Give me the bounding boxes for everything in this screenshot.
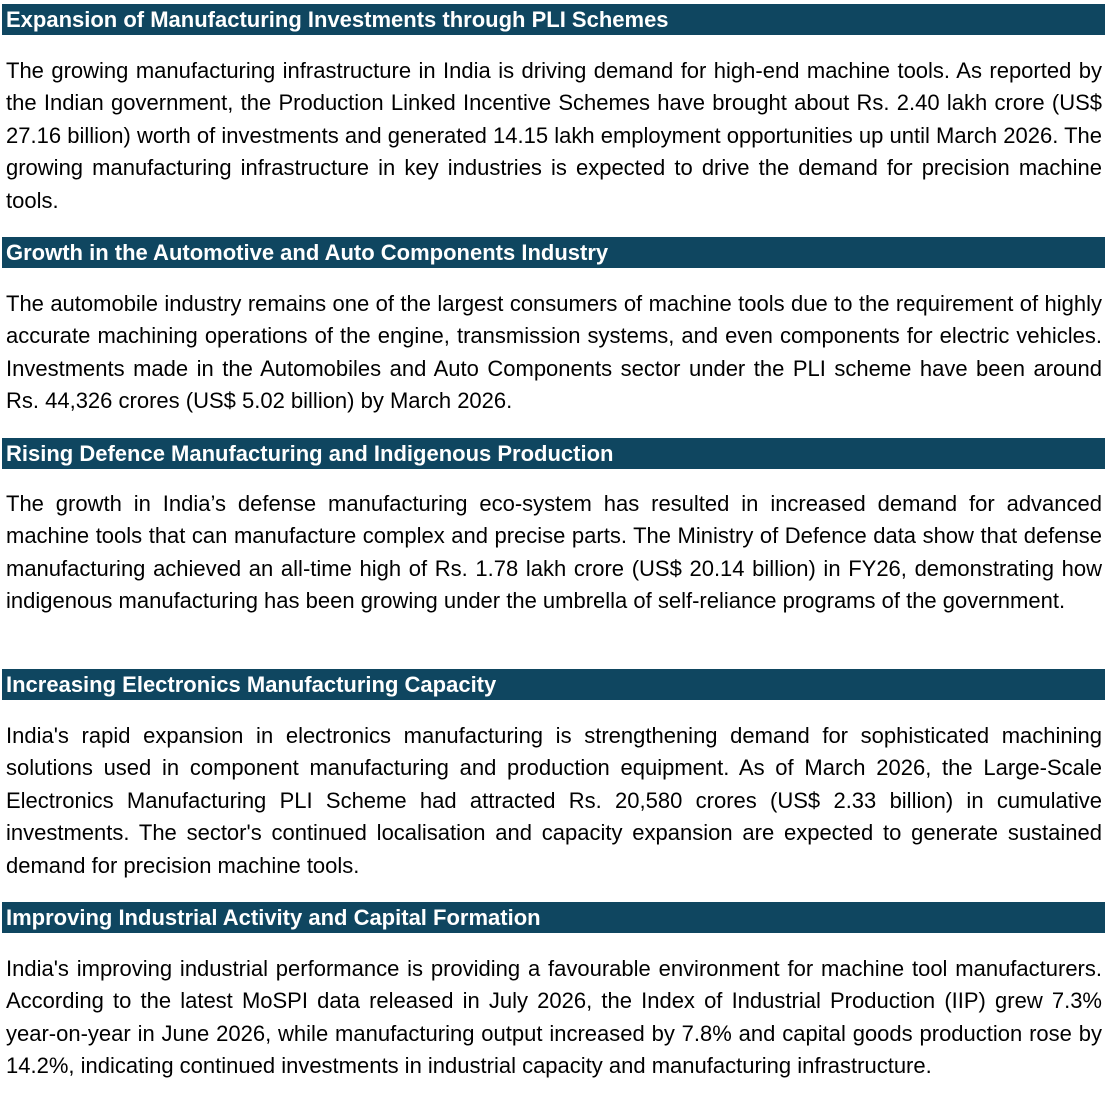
section-body-automotive: The automobile industry remains one of the largest consumers of machine tools due to the requirement of highly accurate machining operations of the engine, transmission systems, and even components for electric vehicles. Investments made in the Automobiles and Auto Components sector under the PLI scheme have been around Rs. 44,326 crores (US$ 5.02 billion) by March 2026.	[6, 291, 1102, 414]
section-heading-automotive: Growth in the Automotive and Auto Components Industry	[2, 237, 1105, 268]
section-body-industrial-activity: India's improving industrial performance is providing a favourable environment for machine tool manufacturers. According to the latest MoSPI data released in July 2026, the Index of Industrial Production (IIP) grew 7.3% year-on-year in June 2026, while manufacturing output increased by 7.8% and capital goods production rose by 14.2%, indicating continued investments in industrial capacity and manufacturing infrastructure.	[6, 956, 1102, 1079]
section-heading-industrial-activity: Improving Industrial Activity and Capital Formation	[2, 902, 1105, 933]
section-body-electronics: India's rapid expansion in electronics manufacturing is strengthening demand for sophisticated machining solutions used in component manufacturing and production equipment. As of March 2026, the Large-Scale Electronics Manufacturing PLI Scheme had attracted Rs. 20,580 crores (US$ 2.33 billion) in cumulative investments. The sector's continued localisation and capacity expansion are expected to generate sustained demand for precision machine tools.	[6, 723, 1102, 878]
section-heading-pli-schemes: Expansion of Manufacturing Investments through PLI Schemes	[2, 4, 1105, 35]
section-body-defence: The growth in India’s defense manufacturing eco-system has resulted in increased demand for advanced machine tools that can manufacture complex and precise parts. The Ministry of Defence data show that defense manufacturing achieved an all-time high of Rs. 1.78 lakh crore (US$ 20.14 billion) in FY26, demonstrating how indigenous manufacturing has been growing under the umbrella of self-reliance programs of the government.	[6, 491, 1102, 614]
section-body-pli-schemes: The growing manufacturing infrastructure in India is driving demand for high-end machine tools. As reported by the Indian government, the Production Linked Incentive Schemes have brought about Rs. 2.40 lakh crore (US$ 27.16 billion) worth of investments and generated 14.15 lakh employment opportunities up until March 2026. The growing manufacturing infrastructure in key industries is expected to drive the demand for precision machine tools.	[6, 58, 1102, 213]
section-heading-defence: Rising Defence Manufacturing and Indigenous Production	[2, 438, 1105, 469]
section-heading-electronics: Increasing Electronics Manufacturing Capacity	[2, 669, 1105, 700]
